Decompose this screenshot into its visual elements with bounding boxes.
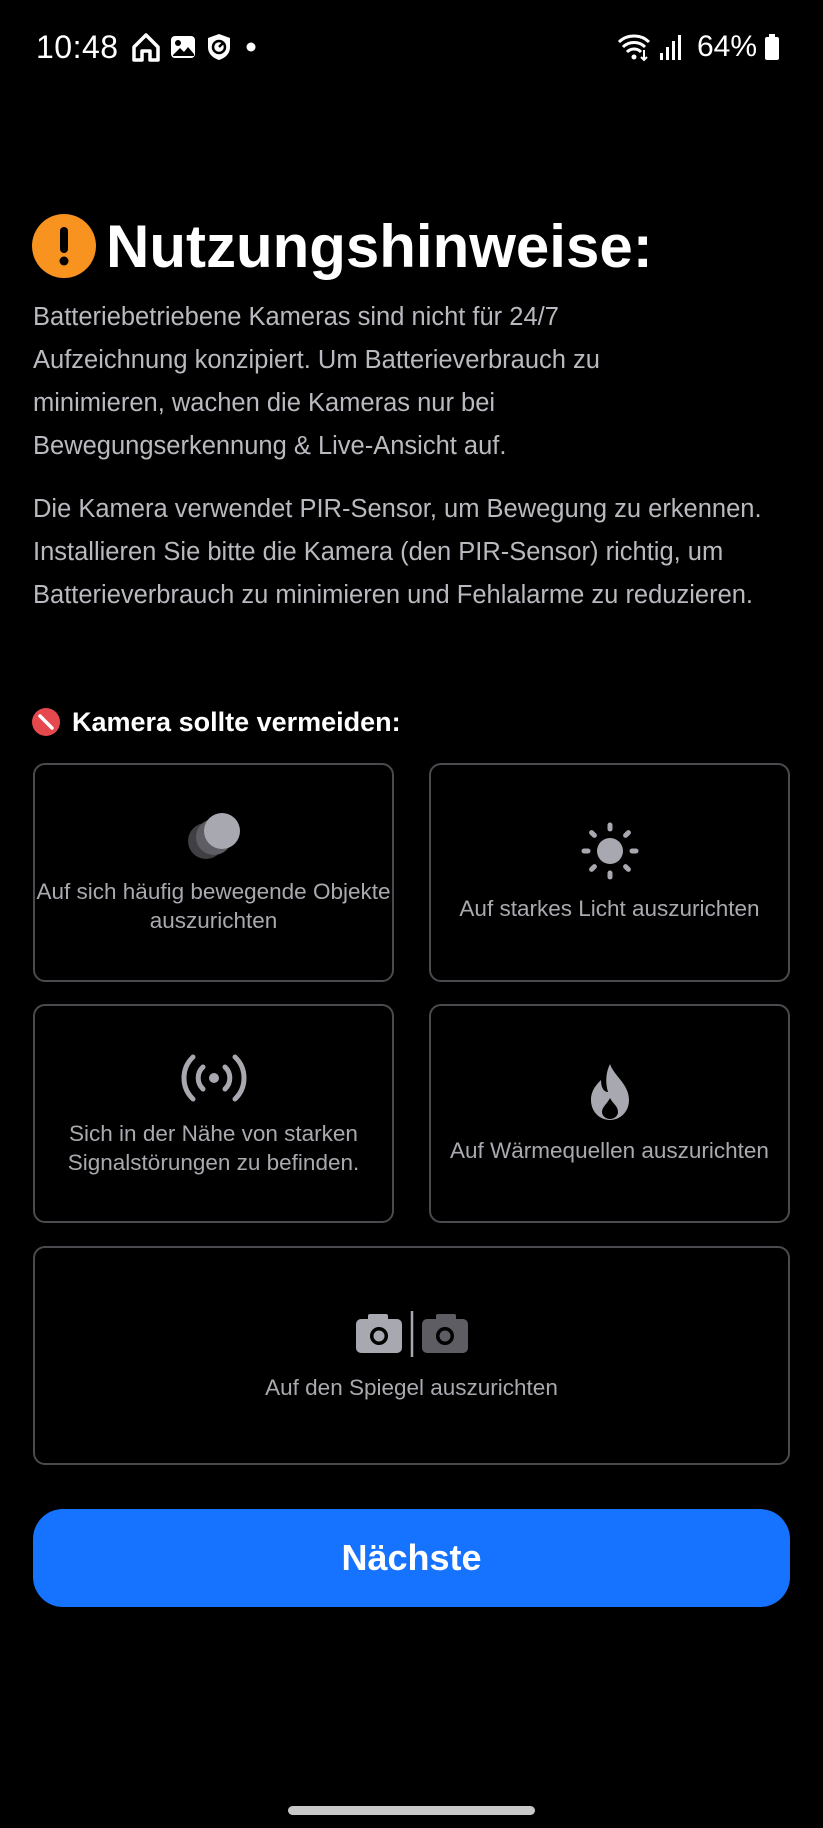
warning-icon bbox=[32, 214, 96, 278]
shield-icon bbox=[205, 32, 233, 62]
home-icon bbox=[131, 32, 161, 62]
title-row bbox=[32, 210, 792, 282]
fire-icon bbox=[585, 1062, 635, 1122]
card-label: Sich in der Nähe von starken Signalstörungen zu befinden. bbox=[67, 1120, 360, 1175]
next-button[interactable]: Nächste bbox=[33, 1509, 790, 1607]
battery-icon bbox=[763, 32, 781, 62]
card-label: Auf sich häufig bewegende Objekte auszurichten bbox=[36, 878, 391, 933]
status-left bbox=[36, 26, 269, 68]
info-paragraph-2: Die Kamera verwendet PIR-Sensor, um Bewegung zu erkennen. Installieren Sie bitte die Kamera (den PIR-Sensor) richtig, um Batterieverbrauch zu minimieren und Fehlalarme zu reduzieren. bbox=[33, 495, 762, 609]
status-right bbox=[617, 26, 789, 68]
card-mirror bbox=[33, 1246, 790, 1465]
avoid-heading: Kamera sollte vermeiden: bbox=[72, 706, 401, 737]
avoid-heading-row bbox=[32, 704, 401, 740]
prohibited-icon bbox=[32, 708, 60, 736]
card-label: Auf den Spiegel auszurichten bbox=[265, 1375, 558, 1400]
page-title: Nutzungshinweise: bbox=[106, 212, 653, 280]
wifi-icon bbox=[617, 32, 651, 62]
home-indicator[interactable] bbox=[288, 1806, 535, 1815]
battery-percentage: 64% bbox=[696, 30, 757, 63]
status-bar bbox=[0, 0, 823, 96]
info-paragraph-1: Batteriebetriebene Kameras sind nicht für 24/7 Aufzeichnung konzipiert. Um Batterieverbrauch zu minimieren, wachen die Kameras nur bei Bewegungserkennung & Live-Ansicht auf. bbox=[33, 303, 600, 460]
dot-icon bbox=[241, 37, 261, 57]
mirror-camera-icon bbox=[354, 1309, 470, 1359]
signal-icon bbox=[659, 33, 683, 61]
sun-icon bbox=[581, 822, 639, 880]
card-signal-interference bbox=[33, 1004, 394, 1223]
card-heat-sources bbox=[429, 1004, 790, 1223]
image-icon bbox=[169, 33, 197, 61]
moving-objects-icon bbox=[184, 811, 244, 863]
card-strong-light bbox=[429, 763, 790, 982]
signal-interference-icon bbox=[178, 1051, 250, 1105]
status-time: 10:48 bbox=[36, 28, 119, 65]
card-moving-objects bbox=[33, 763, 394, 982]
card-label: Auf starkes Licht auszurichten bbox=[459, 896, 760, 921]
card-label: Auf Wärmequellen auszurichten bbox=[450, 1138, 769, 1163]
